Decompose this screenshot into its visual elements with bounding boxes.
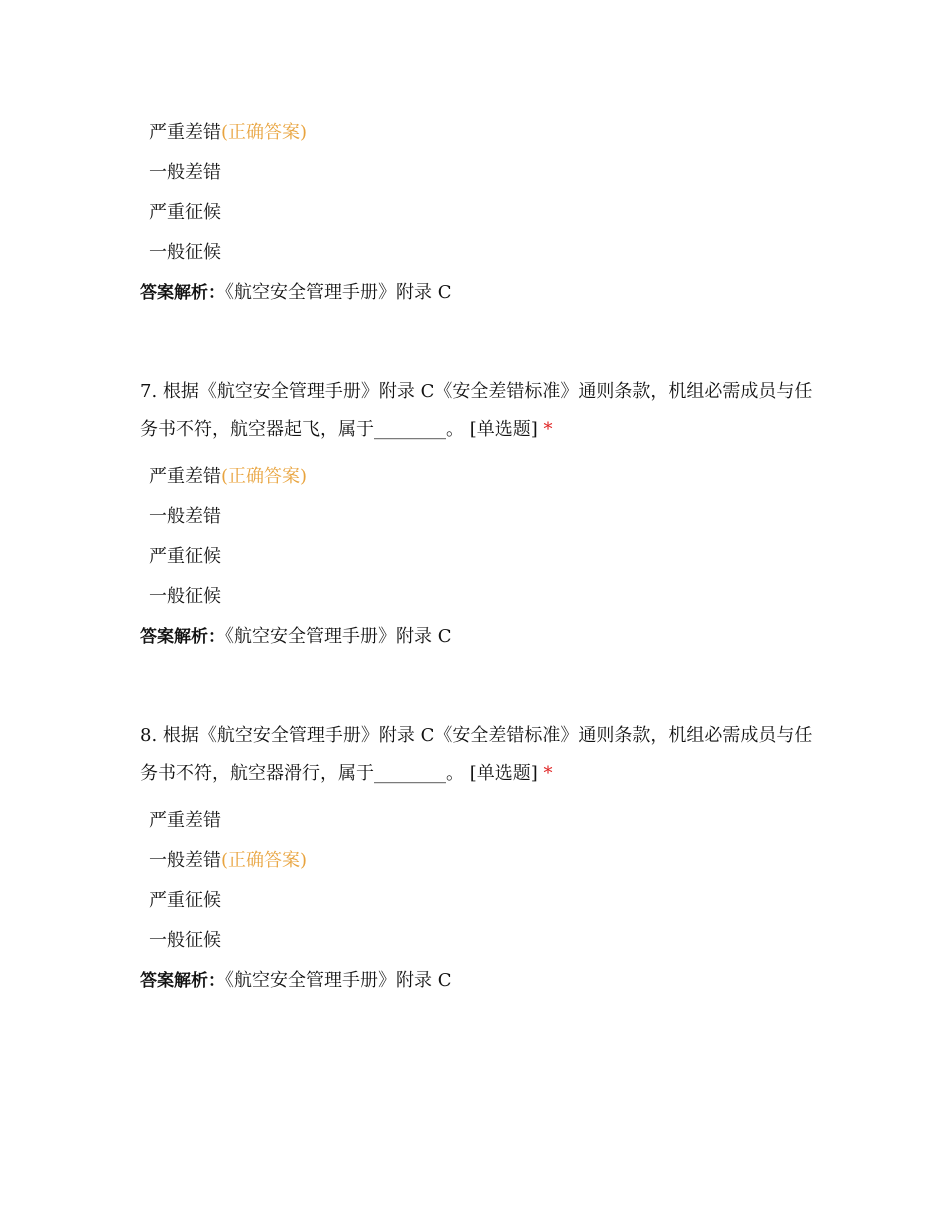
option-3: 严重征候 (149, 202, 221, 223)
analysis-label: 答案解析： (140, 627, 225, 647)
option-4: 一般征候 (149, 242, 221, 263)
option-4: 一般征候 (149, 930, 221, 951)
required-mark: * (543, 763, 553, 784)
option-1: 严重差错(正确答案) (149, 122, 308, 143)
question-block-7 (140, 373, 820, 657)
option-1: 严重差错 (149, 810, 221, 831)
option-1: 严重差错(正确答案) (149, 466, 308, 487)
analysis-text: 《航空安全管理手册》附录 C (225, 626, 452, 647)
question-block-8 (140, 717, 820, 1001)
option-4: 一般征候 (149, 586, 221, 607)
question-text: 8. 根据《航空安全管理手册》附录 C《安全差错标准》通则条款，机组必需成员与任务书不符，航空器滑行，属于________。 [单选题] * (140, 725, 813, 784)
option-2: 一般差错 (149, 506, 221, 527)
question-block-6 (140, 113, 820, 313)
option-2: 一般差错(正确答案) (149, 850, 308, 871)
analysis-text: 《航空安全管理手册》附录 C (225, 970, 452, 991)
option-3: 严重征候 (149, 546, 221, 567)
correct-answer-marker: (正确答案) (221, 850, 308, 871)
question-text: 7. 根据《航空安全管理手册》附录 C《安全差错标准》通则条款，机组必需成员与任务书不符，航空器起飞，属于________。 [单选题] * (140, 381, 813, 440)
answer-analysis (140, 961, 820, 1001)
analysis-text: 《航空安全管理手册》附录 C (225, 282, 452, 303)
answer-analysis (140, 273, 820, 313)
correct-answer-marker: (正确答案) (221, 466, 308, 487)
option-3: 严重征候 (149, 890, 221, 911)
required-mark: * (543, 419, 553, 440)
analysis-label: 答案解析： (140, 971, 225, 991)
analysis-label: 答案解析： (140, 283, 225, 303)
option-2: 一般差错 (149, 162, 221, 183)
correct-answer-marker: (正确答案) (221, 122, 308, 143)
answer-analysis (140, 617, 820, 657)
